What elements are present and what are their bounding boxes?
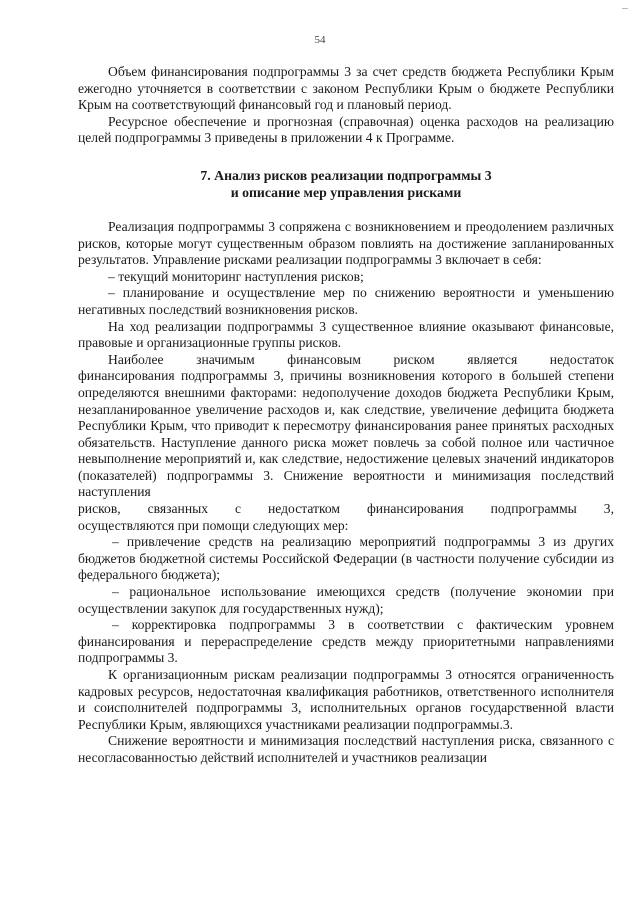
organizational-risk-paragraph: К организационным рискам реализации подпрограммы 3 относятся ограниченность кадровых ресурсов, недостаточная квалификация работников, ответственного исполнителя и соисполнителей подпрограммы 3, исполнительных органов государственной власти Республики Крым, являющихся участниками реализации подпрограммы.3. [78, 667, 614, 732]
risk-mitigation-paragraph: Снижение вероятности и минимизация последствий наступления риска, связанного с несогласованностью действий исполнителей и участников реализации [78, 733, 614, 765]
measure-rational-use: – рациональное использование имеющихся средств (получение экономии при осуществлении закупок для государственных нужд); [78, 584, 614, 616]
intro-paragraph-1: Объем финансирования подпрограммы 3 за счет средств бюджета Республики Крым ежегодно уточняется в соответствии с законом Республики Крым о бюджете Республики Крым на соответствующий финансовый год и плановый период. [78, 64, 614, 113]
section-heading-line-1: 7. Анализ рисков реализации подпрограммы 3 [200, 167, 492, 183]
risk-paragraph-1: Реализация подпрограммы 3 сопряжена с возникновением и преодолением различных рисков, которые могут существенным образом повлиять на достижение запланированных результатов. Управление рисками реализации подпрограммы 3 включает в себя: [78, 218, 614, 268]
word: недостаток [549, 351, 614, 367]
word: с [235, 501, 242, 517]
financial-risk-first-line [78, 352, 614, 369]
intro-paragraph-2: Ресурсное обеспечение и прогнозная (справочная) оценка расходов на реализацию целей подпрограммы 3 приведены в приложении 4 к Программе. [78, 113, 614, 146]
word: связанных [147, 501, 209, 517]
risk-paragraph-2: На ход реализации подпрограммы 3 существенное влияние оказывают финансовые, правовые и организационные группы рисков. [78, 318, 614, 351]
word: значимым [196, 351, 255, 367]
scan-mark [622, 8, 628, 9]
page-content [78, 64, 614, 767]
section-heading [78, 167, 614, 201]
list-item-planning: – планирование и осуществление мер по снижению вероятности и уменьшению негативных последствий возникновения рисков. [78, 285, 614, 317]
word: подпрограммы [490, 501, 577, 517]
word: 3, [603, 501, 614, 517]
section-heading-line-2: и описание мер управления рисками [230, 184, 462, 200]
word: риском [393, 351, 435, 367]
word: недостатком [268, 501, 341, 517]
word: финансирования [366, 501, 464, 517]
list-item-monitoring: – текущий мониторинг наступления рисков; [108, 268, 364, 284]
financial-risk-body: финансирования подпрограммы 3, причины возникновения которого в большей степени определяются внешними факторами: недополучение доходов бюджета Республики Крым, незапланированное увеличение расходов и, как следствие, увеличение дефицита бюджета Республики Крым, что приводит к пересмотру финансирования ранее принятых расходных обязательств. Наступление данного риска может повлечь за собой полное или частичное невыполнение мероприятий и, как следствие, недостижение целевых значений индикаторов (показателей) подпрограммы 3. Снижение вероятности и минимизация последствий наступления [78, 368, 614, 500]
measure-attract-funds: – привлечение средств на реализацию мероприятий подпрограммы 3 из других бюджетов бюджетной системы Российской Федерации (в частности получение субсидии из федерального бюджета); [78, 534, 614, 583]
word: Наиболее [108, 351, 164, 367]
financial-risk-last-line: осуществляются при помощи следующих мер: [78, 517, 349, 533]
page-number: 54 [314, 34, 326, 46]
word: финансовым [287, 351, 361, 367]
measure-adjustment: – корректировка подпрограммы 3 в соответствии с фактическим уровнем финансирования и перераспределение средств между приоритетными направлениями подпрограммы 3. [78, 617, 614, 666]
word: является [467, 351, 518, 367]
financial-risk-spaced-line [78, 501, 614, 518]
word: рисков, [78, 501, 121, 517]
